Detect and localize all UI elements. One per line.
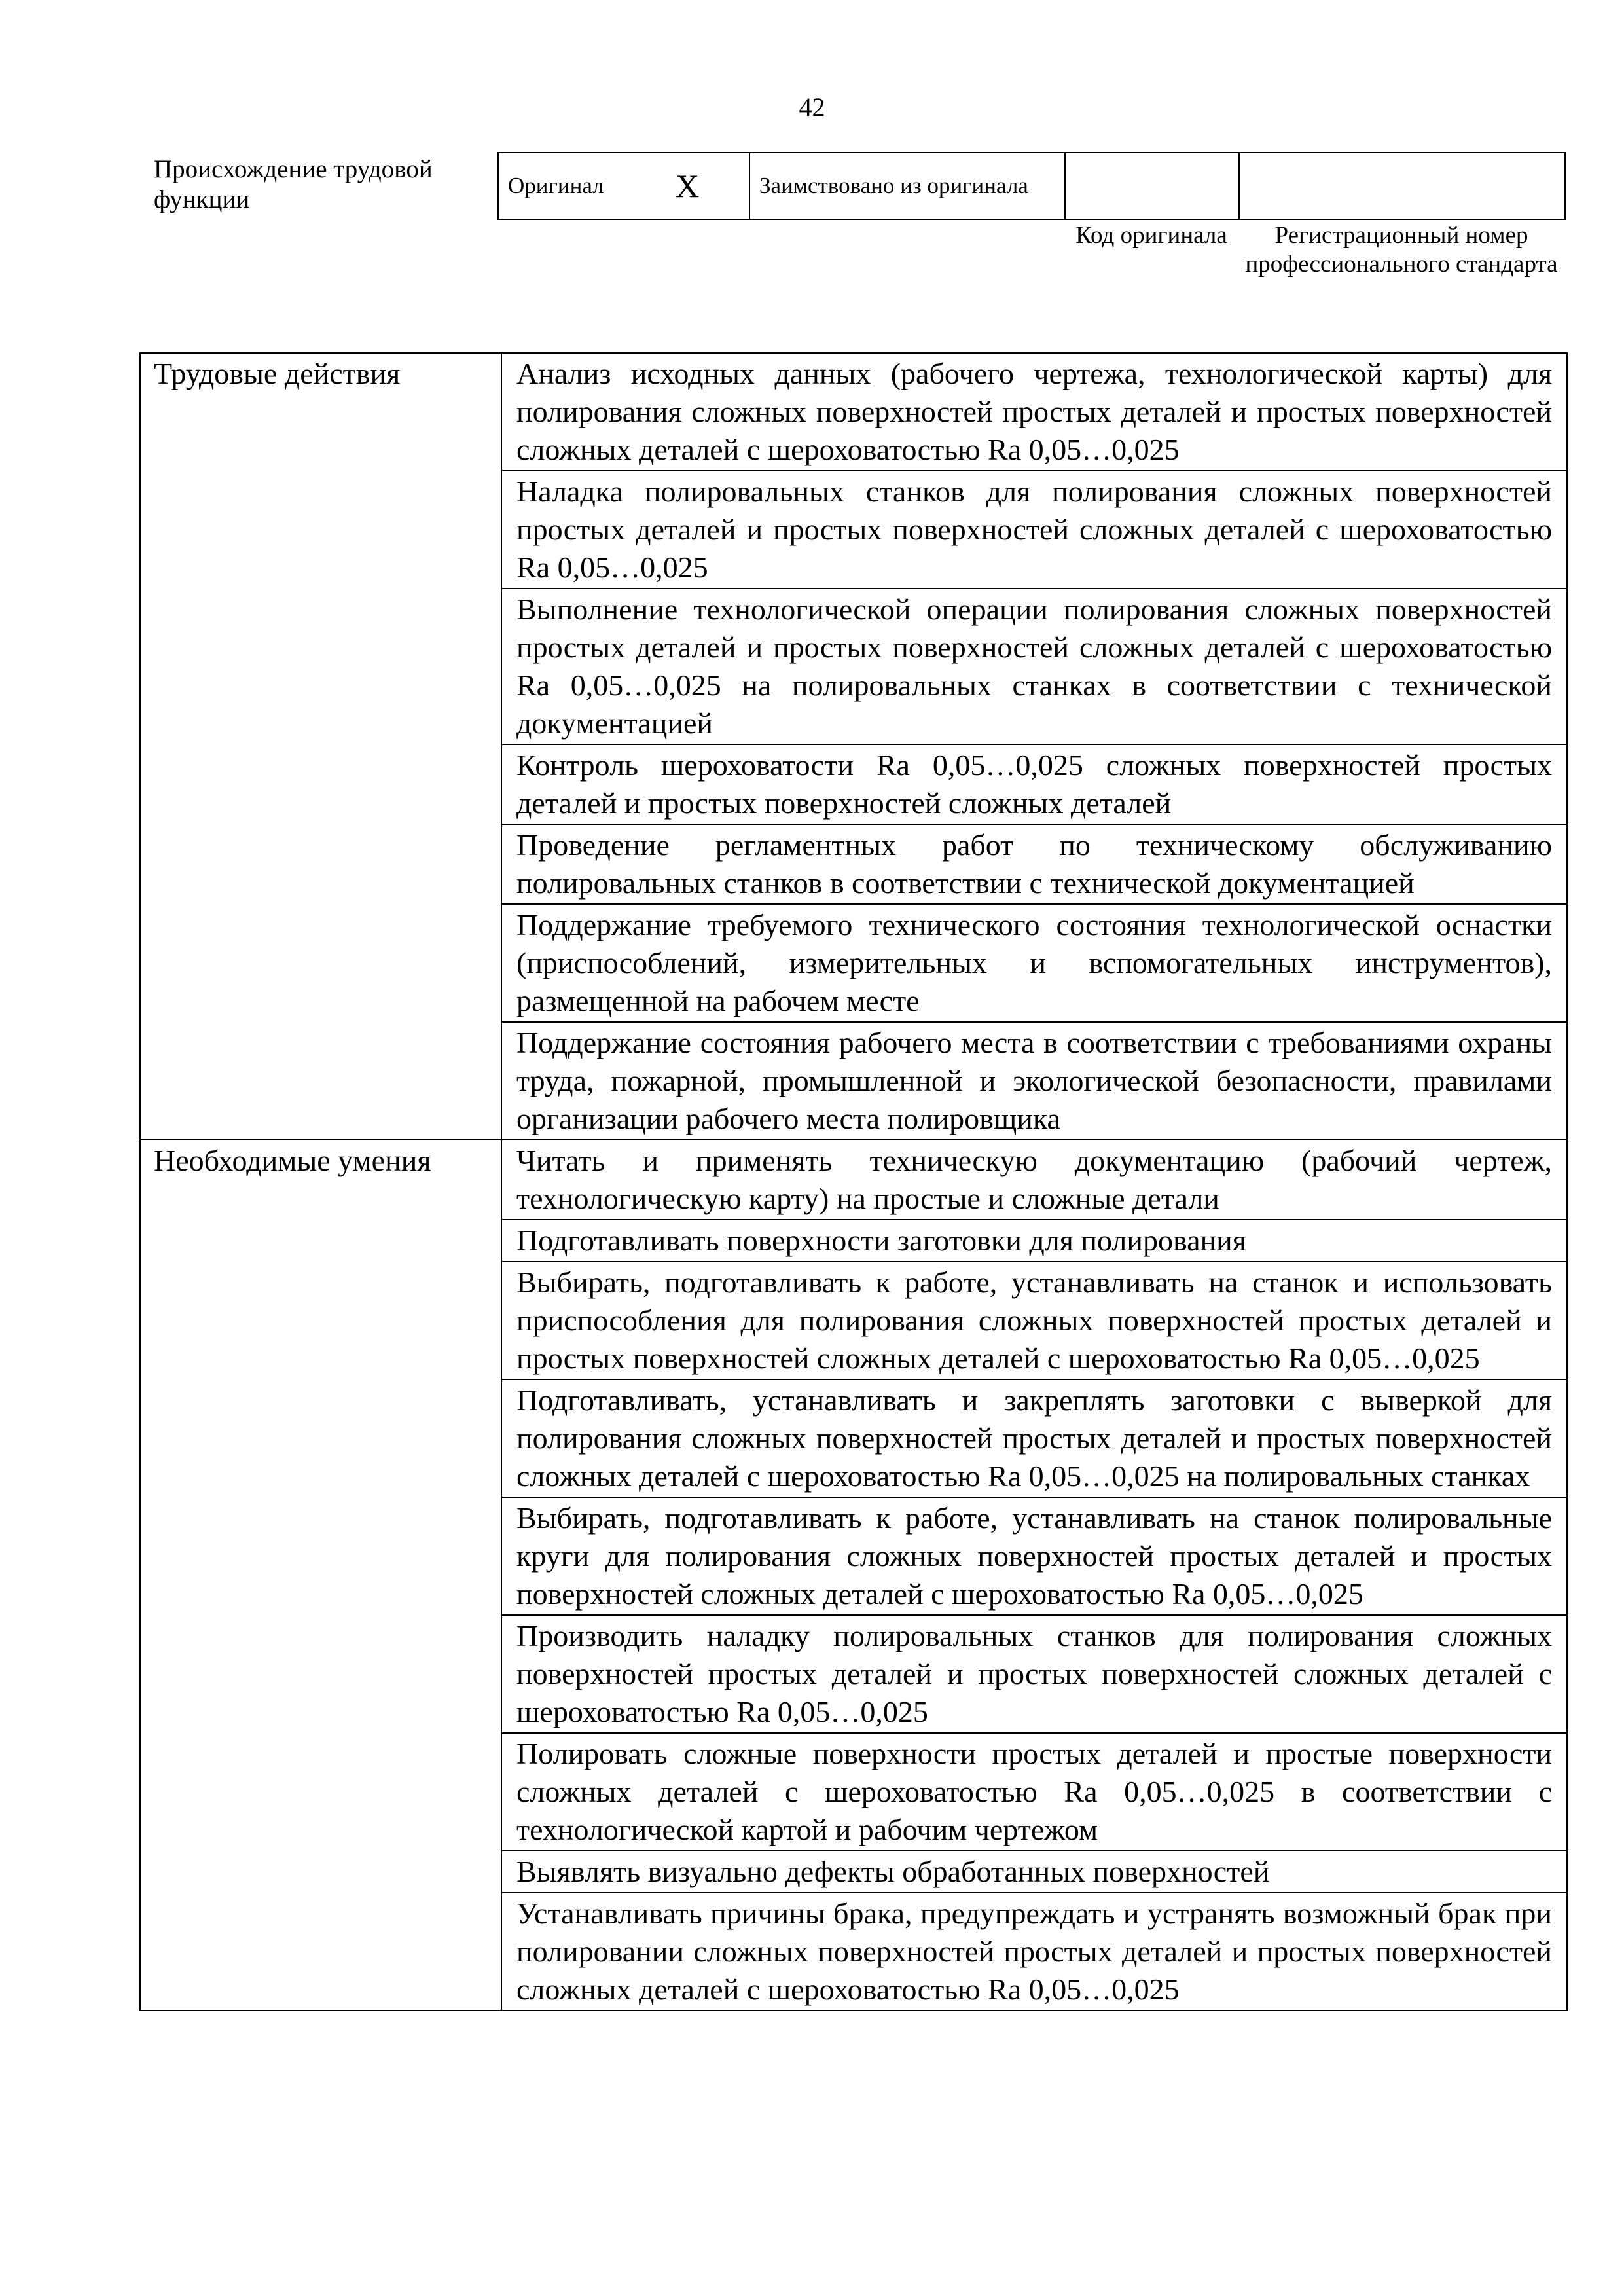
labor-function-table xyxy=(139,352,1568,2011)
labor-actions-item: Поддержание состояния рабочего места в соответствии с требованиями охраны труда, пожарной, промышленной и экологической безопасности, правилами организации рабочего места полировщика xyxy=(501,1022,1567,1140)
labor-actions-item: Поддержание требуемого технического состояния технологической оснастки (приспособлений, измерительных и вспомогательных инструментов), размещенной на рабочем месте xyxy=(501,904,1567,1022)
code-original-caption: Код оригинала xyxy=(1075,222,1227,249)
original-mark: X xyxy=(676,168,700,204)
origin-label: Происхождение трудовой функции xyxy=(154,155,433,213)
required-skills-item: Выбирать, подготавливать к работе, устанавливать на станок полировальные круги для полирования сложных поверхностей простых деталей и простых поверхностей сложных деталей с шероховатостью Ra 0,05…0,025 xyxy=(501,1497,1567,1615)
original-cell xyxy=(498,153,749,219)
labor-actions-label: Трудовые действия xyxy=(140,353,501,1140)
labor-actions-item: Наладка полировальных станков для полирования сложных поверхностей простых деталей и простых поверхностей сложных деталей с шероховатостью Ra 0,05…0,025 xyxy=(501,471,1567,589)
required-skills-item: Читать и применять техническую документацию (рабочий чертеж, технологическую карту) на простые и сложные детали xyxy=(501,1140,1567,1220)
borrowed-cell xyxy=(749,153,1065,219)
page-number: 42 xyxy=(799,92,825,122)
required-skills-label: Необходимые умения xyxy=(140,1140,501,2011)
labor-actions-item: Проведение регламентных работ по техническому обслуживанию полировальных станков в соответствии с технической документацией xyxy=(501,824,1567,904)
origin-table xyxy=(497,152,1566,220)
labor-actions-item: Выполнение технологической операции полирования сложных поверхностей простых деталей и простых поверхностей сложных деталей с шероховатостью Ra 0,05…0,025 на полировальных станках в соответствии с технической документацией xyxy=(501,589,1567,744)
original-label: Оригинал xyxy=(508,173,604,198)
required-skills-item: Выявлять визуально дефекты обработанных поверхностей xyxy=(501,1851,1567,1893)
required-skills-item: Подготавливать поверхности заготовки для полирования xyxy=(501,1220,1567,1262)
registration-number-caption: Регистрационный номер профессионального стандарта xyxy=(1245,222,1558,278)
labor-actions-item: Контроль шероховатости Ra 0,05…0,025 сложных поверхностей простых деталей и простых поверхностей сложных деталей xyxy=(501,744,1567,824)
table-row xyxy=(140,353,1567,471)
required-skills-item: Устанавливать причины брака, предупреждать и устранять возможный брак при полировании сложных поверхностей простых деталей и простых поверхностей сложных деталей с шероховатостью Ra 0,05…0,025 xyxy=(501,1893,1567,2011)
required-skills-item: Выбирать, подготавливать к работе, устанавливать на станок и использовать приспособления для полирования сложных поверхностей простых деталей и простых поверхностей сложных деталей с шероховатостью Ra 0,05…0,025 xyxy=(501,1262,1567,1379)
labor-actions-item: Анализ исходных данных (рабочего чертежа, технологической карты) для полирования сложных поверхностей простых деталей и простых поверхностей сложных деталей с шероховатостью Ra 0,05…0,025 xyxy=(501,353,1567,471)
required-skills-item: Производить наладку полировальных станков для полирования сложных поверхностей простых деталей и простых поверхностей сложных деталей с шероховатостью Ra 0,05…0,025 xyxy=(501,1615,1567,1733)
required-skills-item: Полировать сложные поверхности простых деталей и простые поверхности сложных деталей с шероховатостью Ra 0,05…0,025 в соответствии с технологической картой и рабочим чертежом xyxy=(501,1733,1567,1851)
table-row xyxy=(140,1140,1567,1220)
code-original-cell xyxy=(1065,153,1239,219)
borrowed-label: Заимствовано из оригинала xyxy=(759,173,1028,198)
registration-number-cell xyxy=(1239,153,1565,219)
required-skills-item: Подготавливать, устанавливать и закреплять заготовки с выверкой для полирования сложных поверхностей простых деталей и простых поверхностей сложных деталей с шероховатостью Ra 0,05…0,025 на полировальных станках xyxy=(501,1379,1567,1497)
